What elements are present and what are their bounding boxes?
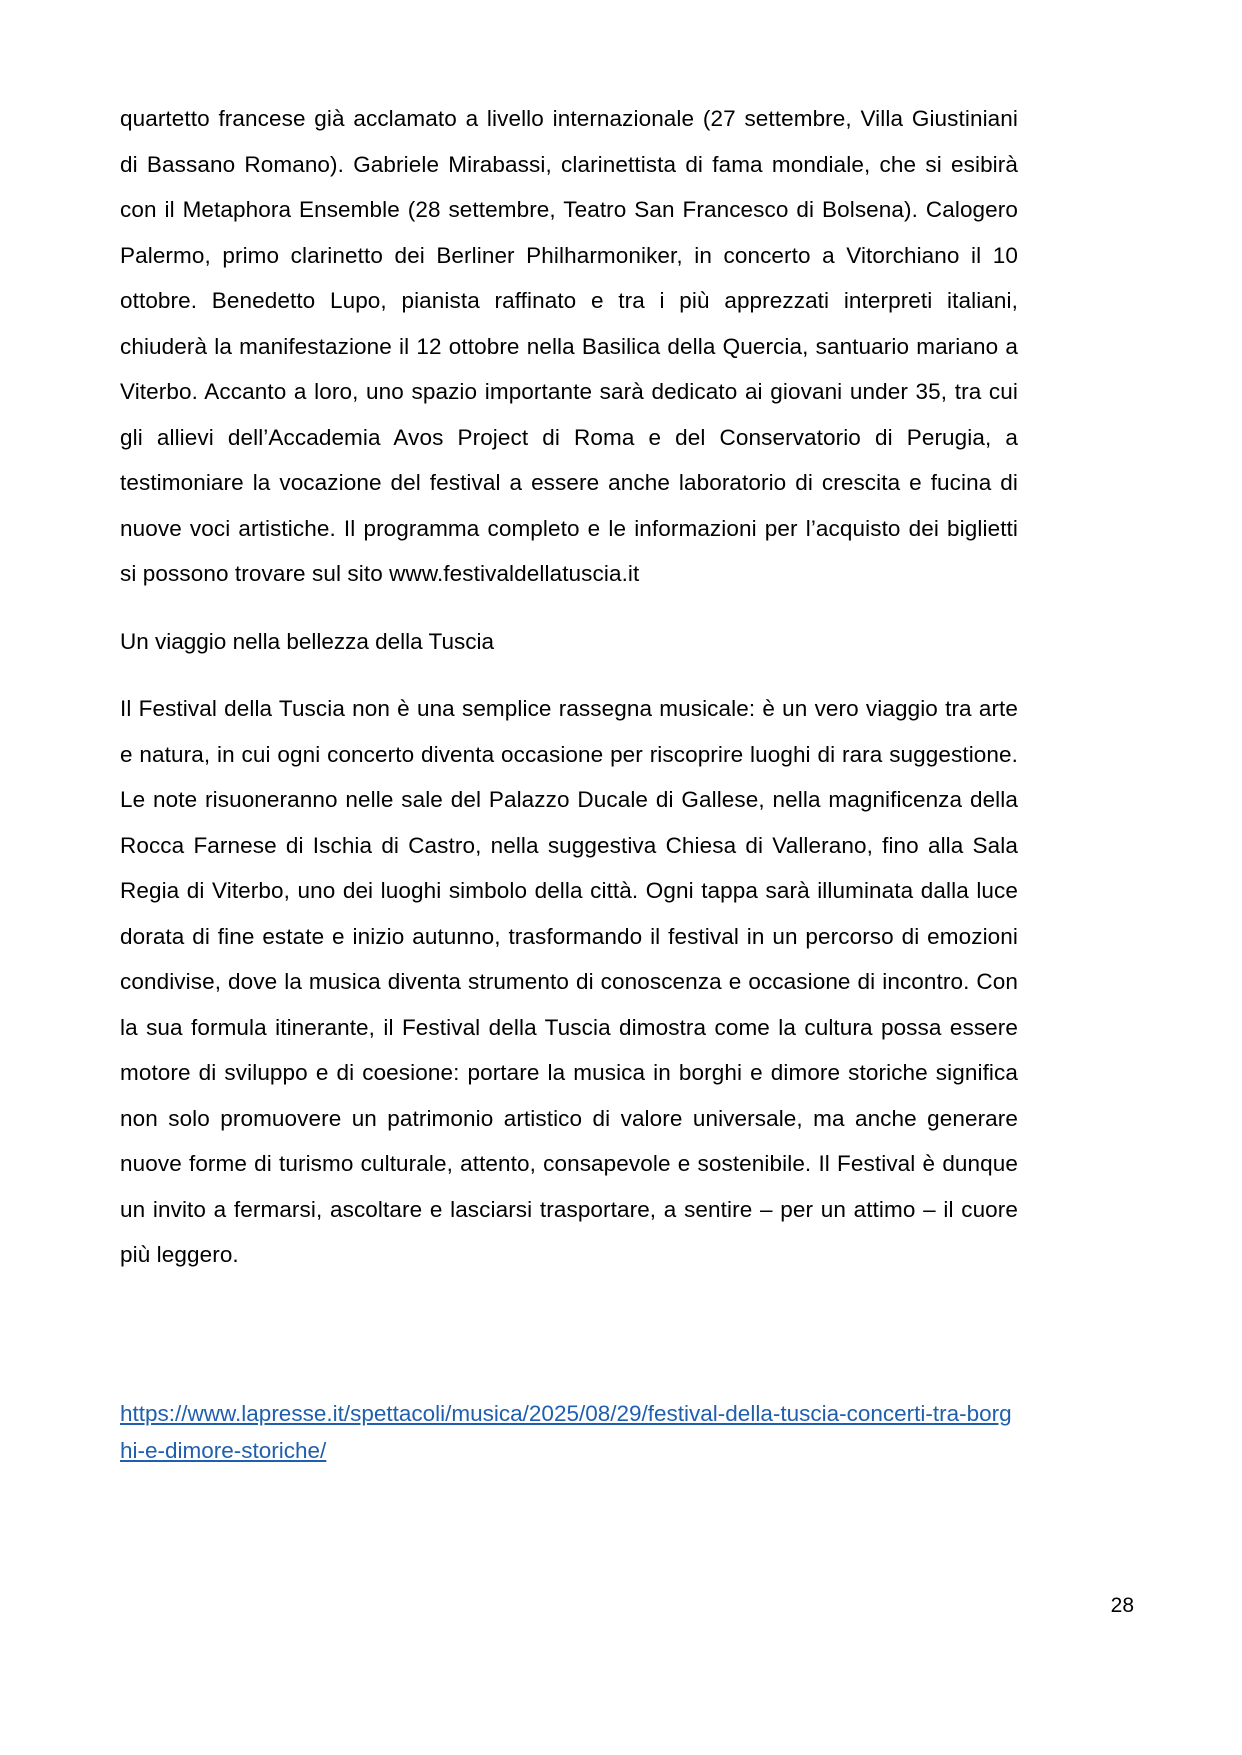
source-link-block — [120, 1395, 1020, 1469]
paragraph-gap — [120, 664, 1018, 686]
paragraph-continuation: quartetto francese già acclamato a livello internazionale (27 settembre, Villa Giustiniani di Bassano Romano). Gabriele Mirabassi, clarinettista di fama mondiale, che si esibirà con il Metaphora Ensemble (28 settembre, Teatro San Francesco di Bolsena). Calogero Palermo, primo clarinetto dei Berliner Philharmoniker, in concerto a Vitorchiano il 10 ottobre. Benedetto Lupo, pianista raffinato e tra i più apprezzati interpreti italiani, chiuderà la manifestazione il 12 ottobre nella Basilica della Quercia, santuario mariano a Viterbo. Accanto a loro, uno spazio importante sarà dedicato ai giovani under 35, tra cui gli allievi dell’Accademia Avos Project di Roma e del Conservatorio di Perugia, a testimoniare la vocazione del festival a essere anche laboratorio di crescita e fucina di nuove voci artistiche. Il programma completo e le informazioni per l’acquisto dei biglietti si possono trovare sul sito www.festivaldellatuscia.it — [120, 106, 1018, 586]
paragraph-gap — [120, 597, 1018, 619]
source-url-link[interactable]: https://www.lapresse.it/spettacoli/musica/2025/08/29/festival-della-tuscia-concerti-tra-borghi-e-dimore-storiche/ — [120, 1401, 1012, 1463]
page-number: 28 — [1110, 1594, 1134, 1617]
page-content — [120, 96, 1018, 1278]
section-heading: Un viaggio nella bellezza della Tuscia — [120, 628, 494, 654]
paragraph-body: Il Festival della Tuscia non è una semplice rassegna musicale: è un vero viaggio tra arte e natura, in cui ogni concerto diventa occasione per riscoprire luoghi di rara suggestione. Le note risuoneranno nelle sale del Palazzo Ducale di Gallese, nella magnificenza della Rocca Farnese di Ischia di Castro, nella suggestiva Chiesa di Vallerano, fino alla Sala Regia di Viterbo, uno dei luoghi simbolo della città. Ogni tappa sarà illuminata dalla luce dorata di fine estate e inizio autunno, trasformando il festival in un percorso di emozioni condivise, dove la musica diventa strumento di conoscenza e occasione di incontro. Con la sua formula itinerante, il Festival della Tuscia dimostra come la cultura possa essere motore di sviluppo e di coesione: portare la musica in borghi e dimore storiche significa non solo promuovere un patrimonio artistico di valore universale, ma anche generare nuove forme di turismo culturale, attento, consapevole e sostenibile. Il Festival è dunque un invito a fermarsi, ascoltare e lasciarsi trasportare, a sentire – per un attimo – il cuore più leggero. — [120, 696, 1018, 1267]
